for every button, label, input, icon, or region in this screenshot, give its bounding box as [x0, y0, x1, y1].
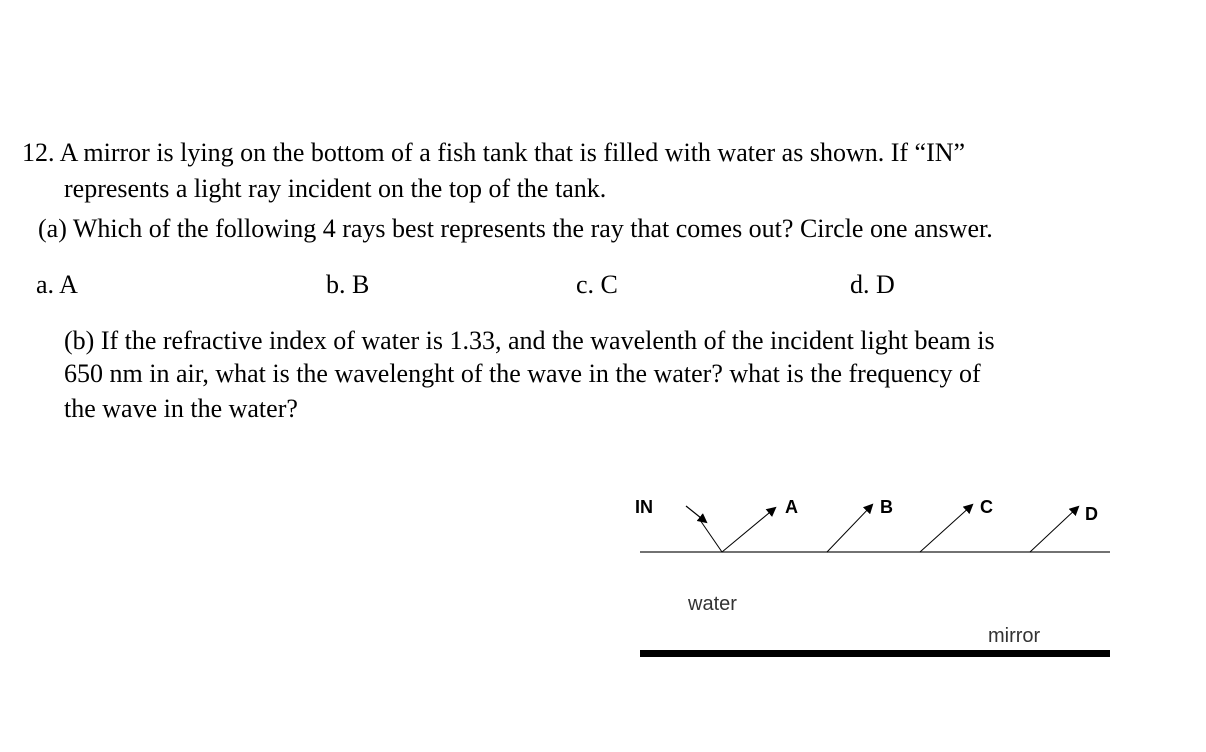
choice-c[interactable]: c. C — [576, 270, 618, 299]
mirror-label: mirror — [988, 625, 1041, 647]
choice-b[interactable]: b. B — [326, 270, 370, 299]
question-line-1: 12. A mirror is lying on the bottom of a fish tank that is filled with water as shown. If “IN” — [22, 138, 966, 167]
ray-label-d: D — [1085, 504, 1098, 524]
ray-d — [1030, 507, 1078, 552]
ray-b — [827, 505, 872, 552]
water-label: water — [688, 593, 737, 615]
ray-a — [722, 508, 775, 552]
incident-ray — [686, 506, 706, 522]
part-b-line-2: 650 nm in air, what is the wavelenght of the wave in the water? what is the frequency of — [64, 359, 981, 388]
part-b-line-1: (b) If the refractive index of water is 1.33, and the wavelenth of the incident light beam is — [64, 326, 995, 355]
ray-label-c: C — [980, 497, 993, 517]
incident-label: IN — [635, 497, 653, 517]
mirror-bar — [640, 650, 1110, 657]
incident-ray-refracted — [700, 520, 722, 552]
ray-label-b: B — [880, 497, 893, 517]
choice-d[interactable]: d. D — [850, 270, 895, 299]
question-line-2: represents a light ray incident on the top of the tank. — [64, 174, 607, 203]
ray-c — [920, 505, 972, 552]
ray-label-a: A — [785, 497, 798, 517]
part-b-line-3: the wave in the water? — [64, 394, 298, 423]
fish-tank-diagram — [620, 480, 1120, 670]
choice-a[interactable]: a. A — [36, 270, 78, 299]
part-a-prompt: (a) Which of the following 4 rays best represents the ray that comes out? Circle one answer. — [38, 214, 993, 243]
